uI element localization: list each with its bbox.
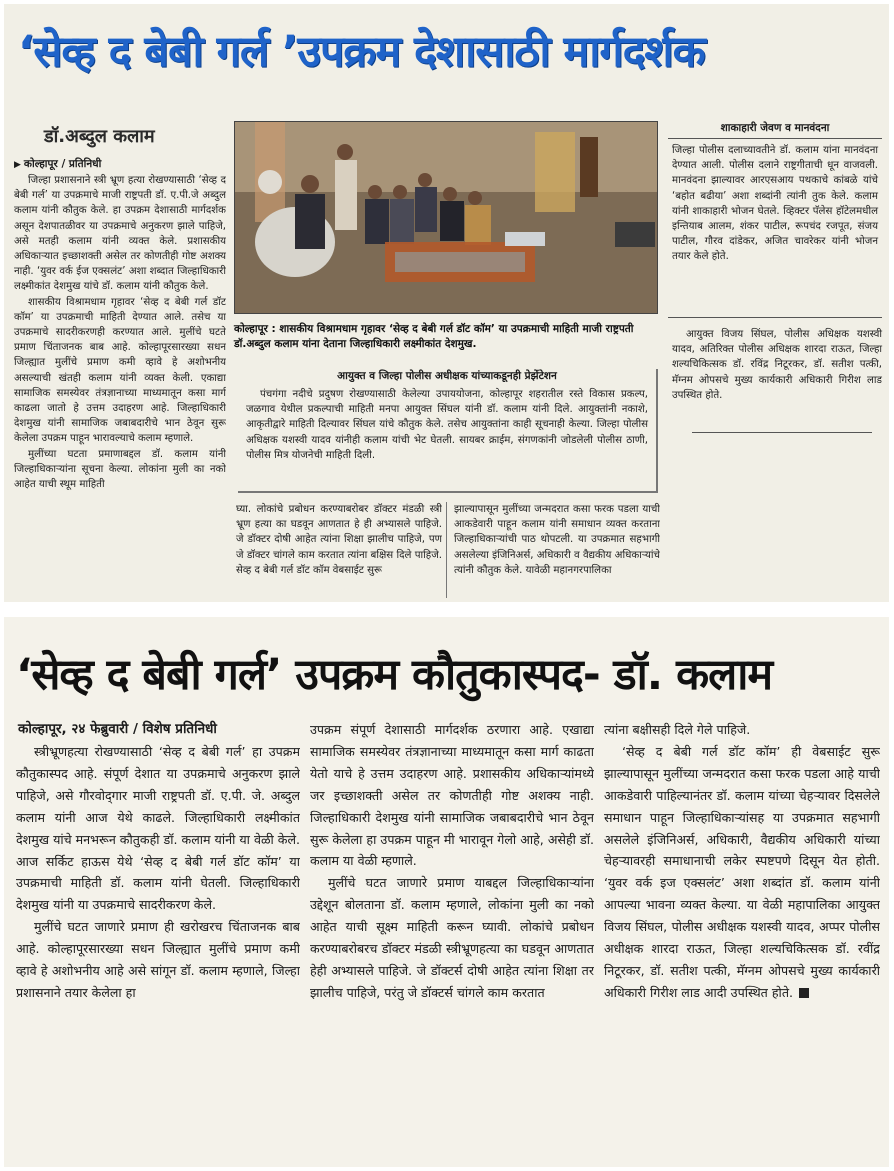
meeting-photo-illustration <box>235 122 658 314</box>
column-divider <box>446 502 447 598</box>
clipping1-headline: ‘सेव्ह द बेबी गर्ल ’उपक्रम देशासाठी मार्गदर्शक <box>18 27 705 77</box>
presentation-box-text: पंचगंगा नदीचे प्रदुषण रोखण्यासाठी केलेल्या उपाययोजना, कोल्हापूर शहरातील रस्ते विकास प्रकल्प, जळगाव येथील प्रकल्पाची माहिती मनपा आयुक्त सिंघल यांनी डॉ. कलाम यांनी दिले. आयुक्तांनी नकाशे, आकृतीद्वारे माहिती दिल्यावर सिंघल यांचे कौतुक केले. तसेच आयुक्तांना काही सूचनाही केल्या. जिल्हा पोलीस अधिक्षक यशस्वी यादव यांनीही कलाम यांची भेट घेतली. सायबर क्राईम, संगणकांनी जोडलेली पोलीस ठाणी, पोलीस मित्र योजनेची माहिती दिली. <box>246 389 648 461</box>
right-column-text: आयुक्त विजय सिंघल, पोलीस अधिक्षक यशस्वी यादव, अतिरिक्त पोलीस अधिक्षक शारदा राऊत, जिल्हा शल्यचिकित्सक डॉ. रविंद्र निटूरकर, डॉ. सतीश पत्की, मॅग्नम ओपसचे मुख्य कार्यकारी अधिकारी गिरीश लाड उपस्थित होते. <box>672 329 882 401</box>
clipping2-col1-paragraph-2: मुलींचे घटत जाणारे प्रमाण ही खरोखरच चिंताजनक बाब आहे. कोल्हापूरसारख्या सधन जिल्ह्यात मुलींचे प्रमाण कमी व्हावे हे अशोभनीय आहे असे सांगून डॉ. कलाम म्हणाले, जिल्हा प्रशासनाने तयार केलेला हा <box>16 919 300 1000</box>
photo-caption: कोल्हापूर : शासकीय विश्रामधाम गृहावर ‘सेव्ह द बेबी गर्ल डॉट कॉम’ या उपक्रमाची माहिती माजी राष्ट्रपती डॉ.अब्दुल कलाम यांना देताना जिल्हाधिकारी लक्ष्मीकांत देशमुख. <box>234 323 634 350</box>
clipping2-column-3 <box>604 719 880 1163</box>
clipping1-left-paragraph-1: जिल्हा प्रशासनाने स्त्री भ्रूण हत्या रोखण्यासाठी ‘सेव्ह द बेबी गर्ल’ या उपक्रमाचे माजी राष्ट्रपती डॉ. ए.पी.जे अब्दुल कलाम यांनी कौतुक केले. हा उपक्रम देशासाठी मार्गदर्शक असून देशपातळीवर या उपक्रमाचे अनुकरण झाले पाहिजे, असे मतही कलाम यांनी व्यक्त केले. प्रशासकीय अधिकाऱ्यात इच्छाशक्ती असेल तर कोणतीही गोष्ट अशक्य नाही. ‘युवर वर्क ईज एक्सलंट’ अशा शब्दात जिल्हाधिकारी लक्ष्मीकांत देशमुख यांचे डॉ. कलाम यांनी कौतुक केले. <box>14 175 226 293</box>
clipping2-col2-paragraph-1: उपक्रम संपूर्ण देशासाठी मार्गदर्शक ठरणारा आहे. एखाद्या सामाजिक समस्येवर तंत्रज्ञानाच्या माध्यमातून कसा मार्ग काढता येतो याचे हे उत्तम उदाहरण आहे. प्रशासकीय अधिकाऱ्यांमध्ये जर इच्छाशक्ती असेल तर कोणतीही गोष्ट अशक्य नाही. जिल्हाधिकारी देशमुख यांनी सामाजिक जबाबदारीचे भान ठेवून सुरू केलेला हा उपक्रम पाहून मी भारावून गेलो आहे, असेही डॉ. कलाम या वेळी म्हणाले. <box>310 722 594 869</box>
clipping1-left-column <box>14 173 226 601</box>
right-column-end-rule <box>692 432 872 433</box>
clipping2-dateline: कोल्हापूर, २४ फेब्रुवारी / विशेष प्रतिनिधी <box>18 721 217 737</box>
end-of-article-icon <box>799 988 809 998</box>
newspaper-clipping-1 <box>4 4 889 602</box>
clipping2-col3-paragraph-1: त्यांना बक्षीसही दिले गेले पाहिजे. <box>604 722 751 737</box>
clipping1-left-paragraph-3: मुलींच्या घटता प्रमाणाबद्दल डॉ. कलाम यांनी जिल्हाधिकाऱ्यांना सूचना केल्या. लोकांना मुली का नको आहेत याची स्थूम माहिती <box>14 448 226 491</box>
presentation-box-title: आयुक्त व जिल्हा पोलीस अधीक्षक यांच्याकडूनही प्रेझेंटेशन <box>337 370 557 382</box>
clipping2-column-1 <box>16 741 300 1163</box>
clipping2-headline: ‘सेव्ह द बेबी गर्ल’ उपक्रम कौतुकास्पद- डॉ. कलाम <box>16 650 773 700</box>
clipping1-byline: डॉ.अब्दुल कलाम <box>44 126 155 147</box>
clipping1-dateline <box>14 157 101 171</box>
right-box-title-rule <box>668 138 882 139</box>
clipping2-col1-paragraph-1: स्त्रीभ्रूणहत्या रोखण्यासाठी ‘सेव्ह द बेबी गर्ल’ हा उपक्रम कौतुकास्पद आहे. संपूर्ण देशात या उपक्रमाचे अनुकरण झाले पाहिजे, असे गौरवोद्‌गार माजी राष्ट्रपती डॉ. ए.पी. जे. अब्दुल कलाम यांनी आज येथे काढले. जिल्हाधिकारी लक्ष्मीकांत देशमुख यांचे मनभरून कौतुकही डॉ. कलाम यांनी या वेळी केले. आज सर्किट हाऊस येथे ‘सेव्ह द बेबी गर्ल डॉट कॉम’ या उपक्रमाची माहिती डॉ. कलाम यांनी घेतली. जिल्हाधिकारी देशमुख यांनी या उपक्रमाचे सादरीकरण केले. <box>16 744 300 913</box>
clipping1-dateline-text: कोल्हापूर / प्रतिनिधी <box>23 158 102 170</box>
clipping2-col3-paragraph-2-text: ‘सेव्ह द बेबी गर्ल डॉट कॉम’ ही वेबसाईट सुरू झाल्यापासून मुलींच्या जन्मदरात कसा फरक पडला आहे याची आकडेवारी पाहिल्यानंतर डॉ. कलाम यांच्या चेहऱ्यावर दिसलेले समाधान पाहून जिल्हाधिकाऱ्यांसह या उपक्रमात सहभागी असलेले इंजिनिअर्स, अधिकारी, वैद्यकीय अधिकारी यांच्या चेहऱ्यावरही समाधानाची लकेर स्पष्टपणे दिसून येत होती. ‘युवर वर्क इज एक्सलंट’ अशा शब्दांत डॉ. कलाम यांनी आपल्या भावना व्यक्त केल्या. या वेळी महापालिका आयुक्त विजय सिंघल, पोलीस अधीक्षक यशस्वी यादव, अप्पर पोलीस अधीक्षक शारदा राऊत, जिल्हा शल्यचिकित्सक डॉ. रवींद्र निटूरकर, डॉ. सतीश पत्की, मॅग्नम ओपसचे मुख्य कार्यकारी अधिकारी गिरीश लाड आदी उपस्थित होते. <box>604 743 880 1000</box>
clipping2-col3-paragraph-2 <box>604 741 880 1004</box>
clipping2-col2-paragraph-2: मुलींचे घटत जाणारे प्रमाण याबद्दल जिल्हाधिकाऱ्यांना उद्देशून बोलताना डॉ. कलाम म्हणाले, लोकांना मुली का नको आहेत याची सूक्ष्म माहिती करून घ्यावी. लोकांचे प्रबोधन करण्याबरोबरच डॉक्टर मंडळी स्त्रीभ्रूणहत्या का घडवून आणतात हेही अभ्यासले पाहिजे. जे डॉक्टर्स दोषी आहेत त्यांना शिक्षा तर झालीच पाहिजे, परंतु जे डॉक्टर्स चांगले काम करतात <box>310 875 594 1000</box>
right-box-text: जिल्हा पोलीस दलाच्यावतीने डॉ. कलाम यांना मानवंदना देण्यात आली. पोलीस दलाने राष्ट्रगीताची धून वाजवली. मानवंदना झाल्यावर आरएसआय पथकाचे कांबळे यांचे ‘बहोत बढीया’ अशा शब्दांनी त्यांनी तुक केले. कलाम यांनी शाकाहारी भोजन घेतले. व्हिक्टर पॅलेस हॉटेलमधील इन्तियाब आलम, शंकर पाटील, रूपचंद रजपूत, संजय पाटील, गौरव दांडेकर, अजित चावरेकर यांनी भोजन तयार केले होते. <box>672 145 878 263</box>
clipping2-column-2 <box>310 719 594 1163</box>
clipping1-left-paragraph-2: शासकीय विश्रामधाम गृहावर ‘सेव्ह द बेबी गर्ल डॉट कॉम’ या उपक्रमाची माहिती देण्यात आले. तसेच या उपक्रमाचे सादरीकरणही करण्यात आले. मुलींचे घटते प्रमाण चिंताजनक बाब आहे. कोल्हापूरसारख्या सधन जिल्ह्यात मुलींचे प्रमाण कमी व्हावे हे अशोभनीय असल्याची खंतही कलाम यांनी व्यक्त केली. एकाद्या सामाजिक समस्येवर तंत्रज्ञानाच्या माध्यमातून कसा मार्ग काढला जातो हे उत्तम उदाहरण आहे. जिल्हाधिकारी देशमुख यांनी सामाजिक जबाबदारीचे भान ठेवून सुरू केलेला उपक्रम पाहून भारावल्याचे कलाम म्हणाले. <box>14 296 226 445</box>
right-box-bottom-rule <box>668 317 882 318</box>
clipping1-bottom-right-column: झाल्यापासून मुलींच्या जन्मदरात कसा फरक पडला याची आकडेवारी पाहून कलाम यांनी समाधान व्यक्त करताना जिल्हाधिकाऱ्यांची पाठ थोपटली. या उपक्रमात सहभागी असलेल्या इंजिनिअर्स, अधिकारी व वैद्यकीय अधिकाऱ्यांचे त्यांनी कौतुक केले. यावेळी महानगरपालिका <box>454 504 660 576</box>
clipping1-bottom-center-column: घ्या. लोकांचे प्रबोधन करण्याबरोबर डॉक्टर मंडळी स्त्री भ्रूण हत्या का घडवून आणतात हे ही अभ्यासले पाहिजे. जे डॉक्टर दोषी आहेत त्यांना शिक्षा झालीच पाहिजे, पण जे डॉक्टर चांगले काम करतात त्यांना बक्षिस दिले पाहिजे. सेव्ह द बेबी गर्ल डॉट कॉम वेबसाईट सुरू <box>236 504 442 576</box>
newspaper-clipping-2 <box>4 617 889 1167</box>
right-box-title: शाकाहारी जेवण व मानवंदना <box>720 122 830 134</box>
presentation-box <box>238 369 658 493</box>
triangle-bullet-icon: ▶ <box>14 160 21 170</box>
right-sidebar-box <box>668 121 882 311</box>
meeting-photo <box>234 121 658 314</box>
